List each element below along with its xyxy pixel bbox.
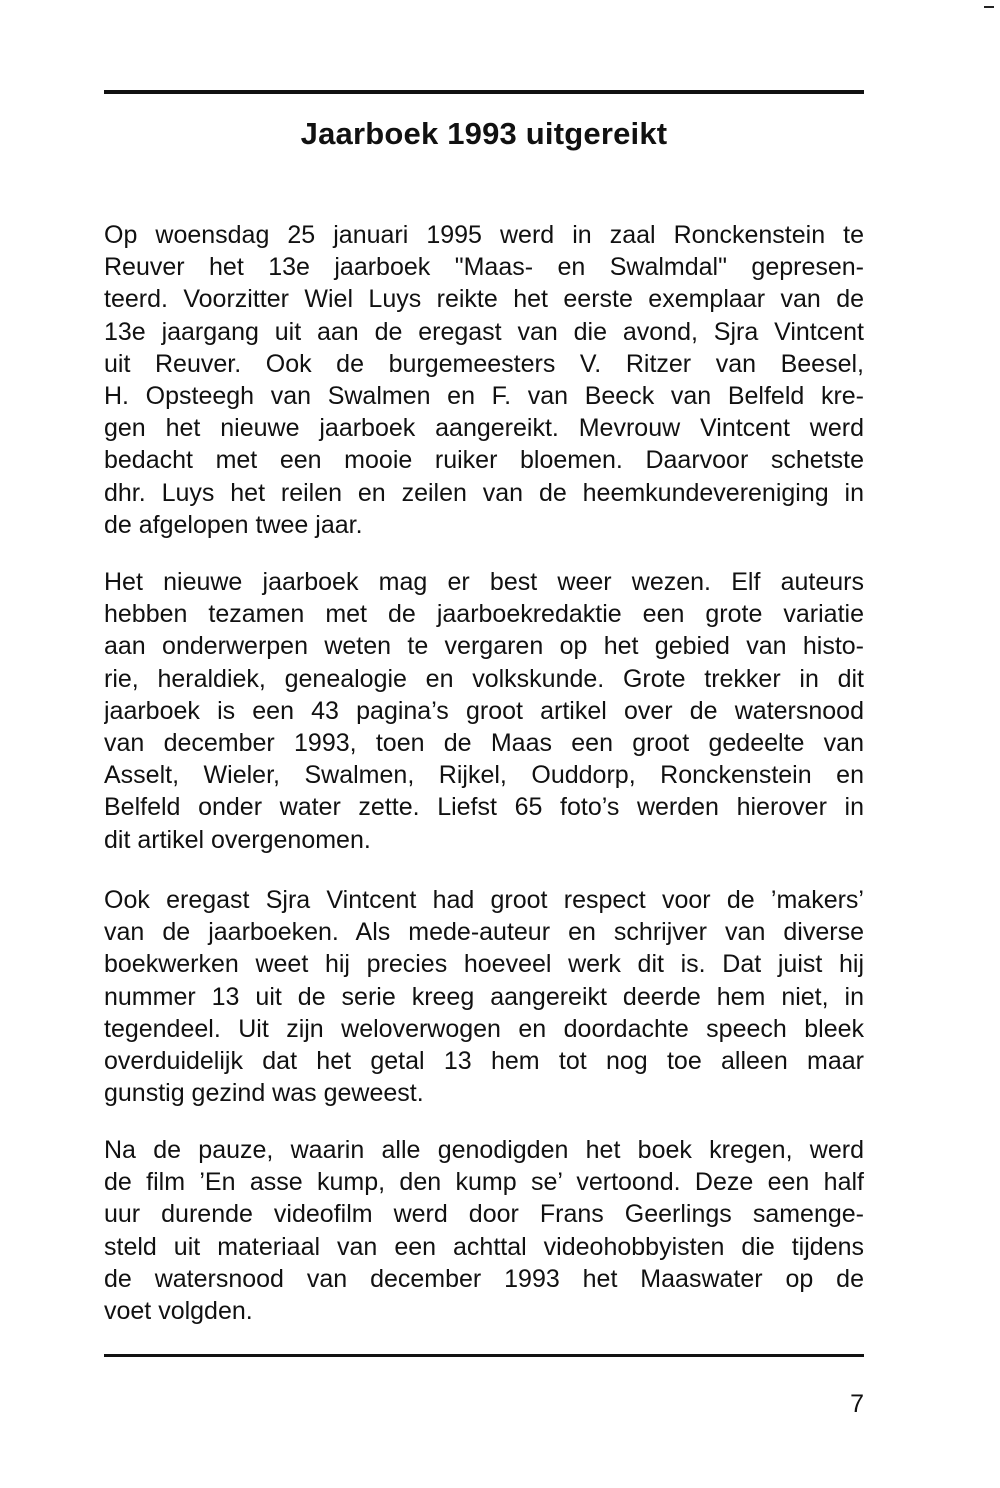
- text-line: rie, heraldiek, genealogie en volkskunde. Grote trekker in dit: [104, 664, 864, 693]
- page-number: 7: [850, 1390, 864, 1418]
- text-line: gen het nieuwe jaarboek aangereikt. Mevrouw Vintcent werd: [104, 414, 864, 443]
- paragraph-4: [104, 1134, 864, 1327]
- text-line: de watersnood van december 1993 het Maaswater op de: [104, 1264, 864, 1293]
- text-line: teerd. Voorzitter Wiel Luys reikte het eerste exemplaar van de: [104, 285, 864, 314]
- text-line: boekwerken weet hij precies hoeveel werk dit is. Dat juist hij: [104, 950, 864, 979]
- text-line: bedacht met een mooie ruiker bloemen. Daarvoor schetste: [104, 446, 864, 475]
- text-line: Ook eregast Sjra Vintcent had groot respect voor de ’makers’: [104, 886, 864, 914]
- top-rule-divider: [104, 90, 864, 94]
- text-line: tegendeel. Uit zijn weloverwogen en doordachte speech bleek: [104, 1014, 864, 1043]
- paragraph-3: [104, 884, 864, 1109]
- text-line: hebben tezamen met de jaarboekredaktie een grote variatie: [104, 600, 864, 629]
- text-line: 13e jaargang uit aan de eregast van die avond, Sjra Vintcent: [104, 317, 864, 346]
- text-line: aan onderwerpen weten te vergaren op het gebied van histo-: [104, 632, 864, 661]
- scan-corner-mark: [984, 6, 994, 8]
- text-line: Op woensdag 25 januari 1995 werd in zaal Ronckenstein te: [104, 221, 864, 249]
- text-line: steld uit materiaal van een achttal videohobbyisten die tijdens: [104, 1232, 864, 1261]
- text-line: de film ’En asse kump, den kump se’ vertoond. Deze een half: [104, 1168, 864, 1197]
- text-line: gunstig gezind was geweest.: [104, 1079, 424, 1108]
- text-line: uur durende videofilm werd door Frans Geerlings samenge-: [104, 1200, 864, 1229]
- article-title: Jaarboek 1993 uitgereikt: [300, 116, 668, 151]
- text-line: Het nieuwe jaarboek mag er best weer wezen. Elf auteurs: [104, 568, 864, 596]
- text-line: Reuver het 13e jaarboek "Maas- en Swalmdal" gepresen-: [104, 253, 864, 282]
- text-line: H. Opsteegh van Swalmen en F. van Beeck van Belfeld kre-: [104, 381, 864, 410]
- text-line: overduidelijk dat het getal 13 hem tot nog toe alleen maar: [104, 1046, 864, 1075]
- text-line: Asselt, Wieler, Swalmen, Rijkel, Ouddorp, Ronckenstein en: [104, 761, 864, 790]
- paragraph-2: [104, 566, 864, 856]
- text-line: dit artikel overgenomen.: [104, 825, 371, 854]
- text-line: van december 1993, toen de Maas een groot gedeelte van: [104, 728, 864, 757]
- text-line: uit Reuver. Ook de burgemeesters V. Ritzer van Beesel,: [104, 349, 864, 378]
- text-line: Na de pauze, waarin alle genodigden het boek kregen, werd: [104, 1136, 864, 1164]
- text-line: dhr. Luys het reilen en zeilen van de heemkundevereniging in: [104, 478, 864, 507]
- text-line: van de jaarboeken. Als mede-auteur en schrijver van diverse: [104, 918, 864, 947]
- bottom-rule-divider: [104, 1354, 864, 1357]
- paragraph-1: [104, 219, 864, 541]
- text-line: de afgelopen twee jaar.: [104, 510, 363, 539]
- text-line: jaarboek is een 43 pagina’s groot artikel over de watersnood: [104, 696, 864, 725]
- text-line: Belfeld onder water zette. Liefst 65 foto’s werden hierover in: [104, 793, 864, 822]
- text-line: nummer 13 uit de serie kreeg aangereikt deerde hem niet, in: [104, 982, 864, 1011]
- text-line: voet volgden.: [104, 1296, 253, 1325]
